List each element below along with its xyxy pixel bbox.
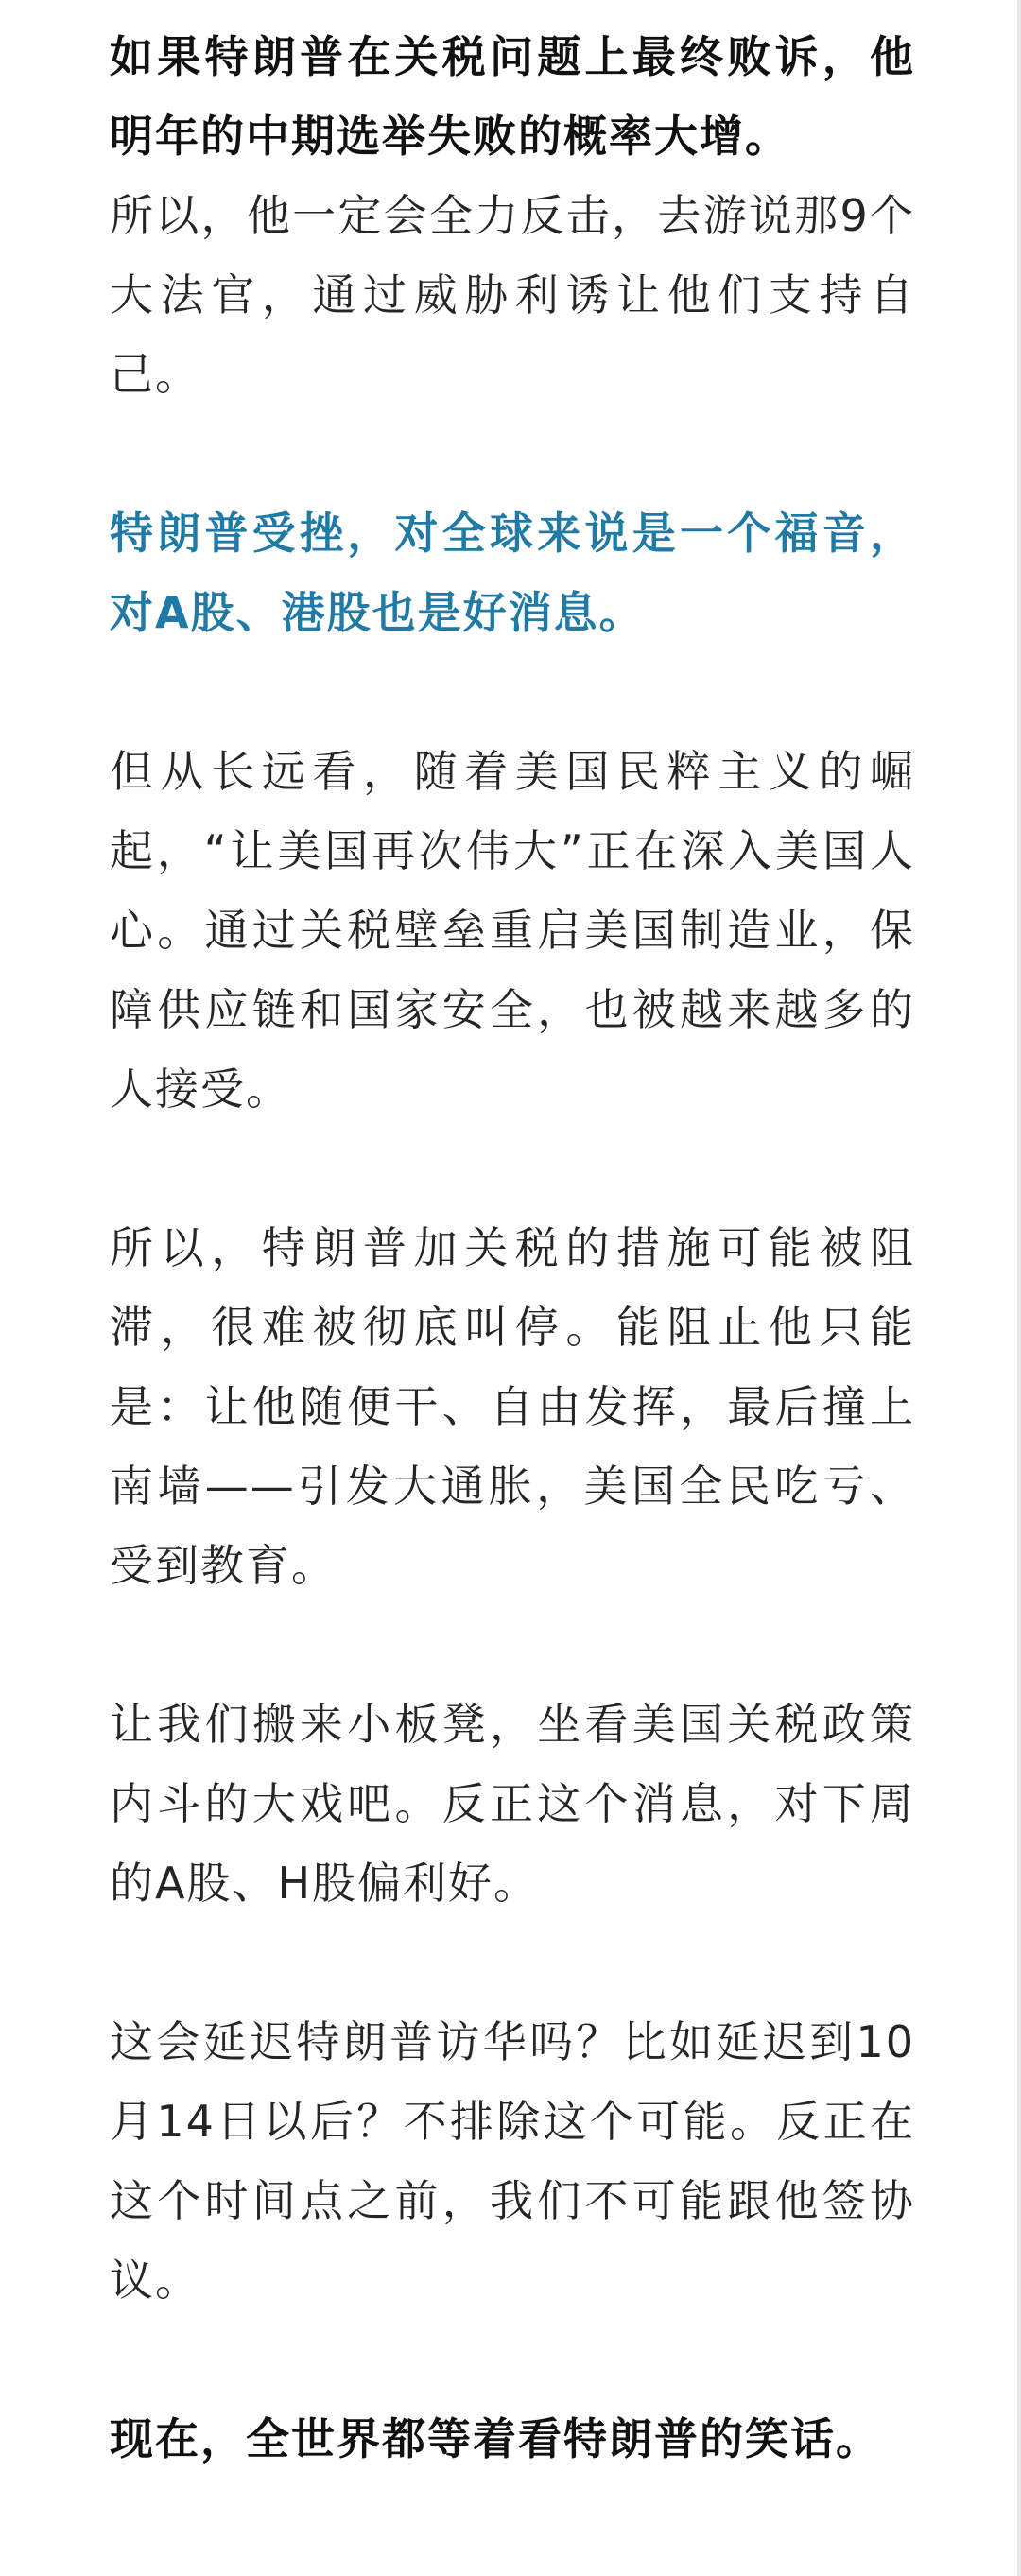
paragraph-spacer: [110, 652, 915, 732]
paragraph-1-lead: 如果特朗普在关税问题上最终败诉，他明年的中期选举失败的概率大增。: [110, 31, 915, 162]
paragraph-spacer: [110, 1129, 915, 1208]
paragraph-spacer: [110, 1923, 915, 2002]
paragraph-1-body: 所以，他一定会全力反击，去游说那9个大法官，通过威胁利诱让他们支持自己。: [110, 190, 915, 400]
paragraph-5: 让我们搬来小板凳，坐看美国关税政策内斗的大戏吧。反正这个消息，对下周的A股、H股偏利好。: [110, 1699, 915, 1909]
paragraph-1: [110, 17, 915, 414]
paragraph-spacer: [110, 1605, 915, 1685]
highlight-paragraph: 特朗普受挫，对全球来说是一个福音，对A股、港股也是好消息。: [110, 508, 915, 638]
paragraph-6: 这会延迟特朗普访华吗？比如延迟到10月14日以后？不排除这个可能。反正在这个时间点之前，我们不可能跟他签协议。: [110, 2016, 915, 2306]
right-edge-divider: [1017, 0, 1021, 2576]
closing-paragraph: 现在，全世界都等着看特朗普的笑话。: [110, 2413, 881, 2464]
paragraph-3: 但从长远看，随着美国民粹主义的崛起，“让美国再次伟大”正在深入美国人心。通过关税壁垒重启美国制造业，保障供应链和国家安全，也被越来越多的人接受。: [110, 746, 915, 1115]
paragraph-spacer: [110, 414, 915, 493]
paragraph-4: 所以，特朗普加关税的措施可能被阻滞，很难被彻底叫停。能阻止他只能是：让他随便干、自由发挥，最后撞上南墙——引发大通胀，美国全民吃亏、受到教育。: [110, 1222, 915, 1591]
paragraph-spacer: [110, 2320, 915, 2399]
article-body: [110, 17, 915, 2479]
